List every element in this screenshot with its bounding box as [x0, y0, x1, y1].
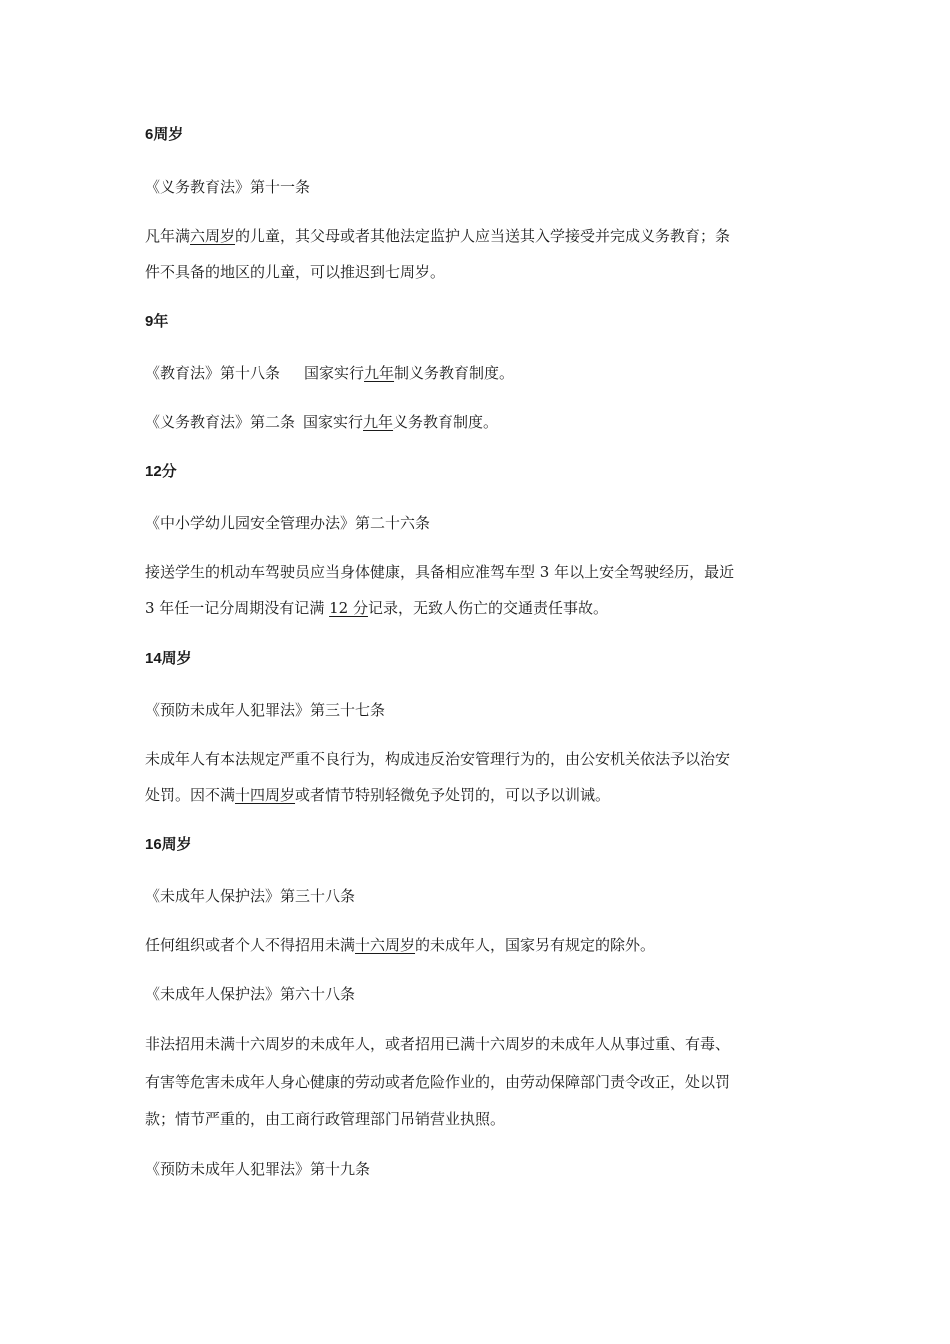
underlined-term: 12 分: [329, 599, 368, 617]
law-text-line: 未成年人有本法规定严重不良行为，构成违反治安管理行为的，由公安机关依法予以治安: [145, 750, 731, 768]
law-text-line: 款；情节严重的，由工商行政管理部门吊销营业执照。: [145, 1110, 506, 1128]
law-text-line: 非法招用未满十六周岁的未成年人，或者招用已满十六周岁的未成年人从事过重、有毒、: [145, 1035, 731, 1053]
section-heading-16-years: 16周岁: [145, 836, 192, 853]
underlined-term: 十六周岁: [355, 936, 416, 954]
law-text-line: 件不具备的地区的儿童，可以推迟到七周岁。: [145, 263, 446, 281]
law-text-line: 接送学生的机动车驾驶员应当身体健康，具备相应准驾车型 3 年以上安全驾驶经历，最近: [145, 563, 735, 581]
underlined-term: 十四周岁: [235, 786, 296, 804]
law-citation: 《预防未成年人犯罪法》第十九条: [145, 1160, 371, 1178]
section-heading-14-years: 14周岁: [145, 650, 192, 667]
section-heading-9-years: 9年: [145, 313, 169, 330]
law-text-line: 任何组织或者个人不得招用未满十六周岁的未成年人，国家另有规定的除外。: [145, 936, 656, 954]
law-citation-line: 《教育法》第十八条 国家实行九年制义务教育制度。: [145, 364, 515, 382]
section-heading-12-points: 12分: [145, 463, 177, 480]
law-text-line: 有害等危害未成年人身心健康的劳动或者危险作业的，由劳动保障部门责令改正，处以罚: [145, 1073, 731, 1091]
law-text-line: 凡年满六周岁的儿童，其父母或者其他法定监护人应当送其入学接受并完成义务教育；条: [145, 227, 731, 245]
underlined-term: 九年: [364, 364, 395, 382]
law-citation: 《未成年人保护法》第三十八条: [145, 887, 356, 905]
law-citation: 《义务教育法》第十一条: [145, 178, 311, 196]
underlined-term: 九年: [363, 413, 394, 431]
underlined-term: 六周岁: [190, 227, 236, 245]
law-citation-line: 《义务教育法》第二条 国家实行九年义务教育制度。: [145, 413, 499, 431]
law-citation: 《预防未成年人犯罪法》第三十七条: [145, 701, 386, 719]
law-text-line: 3 年任一记分周期没有记满 12 分记录，无致人伤亡的交通责任事故。: [145, 599, 608, 617]
law-citation: 《未成年人保护法》第六十八条: [145, 985, 356, 1003]
section-heading-6-years: 6周岁: [145, 126, 184, 143]
law-text-line: 处罚。因不满十四周岁或者情节特别轻微免予处罚的，可以予以训诫。: [145, 786, 611, 804]
law-citation: 《中小学幼儿园安全管理办法》第二十六条: [145, 514, 431, 532]
